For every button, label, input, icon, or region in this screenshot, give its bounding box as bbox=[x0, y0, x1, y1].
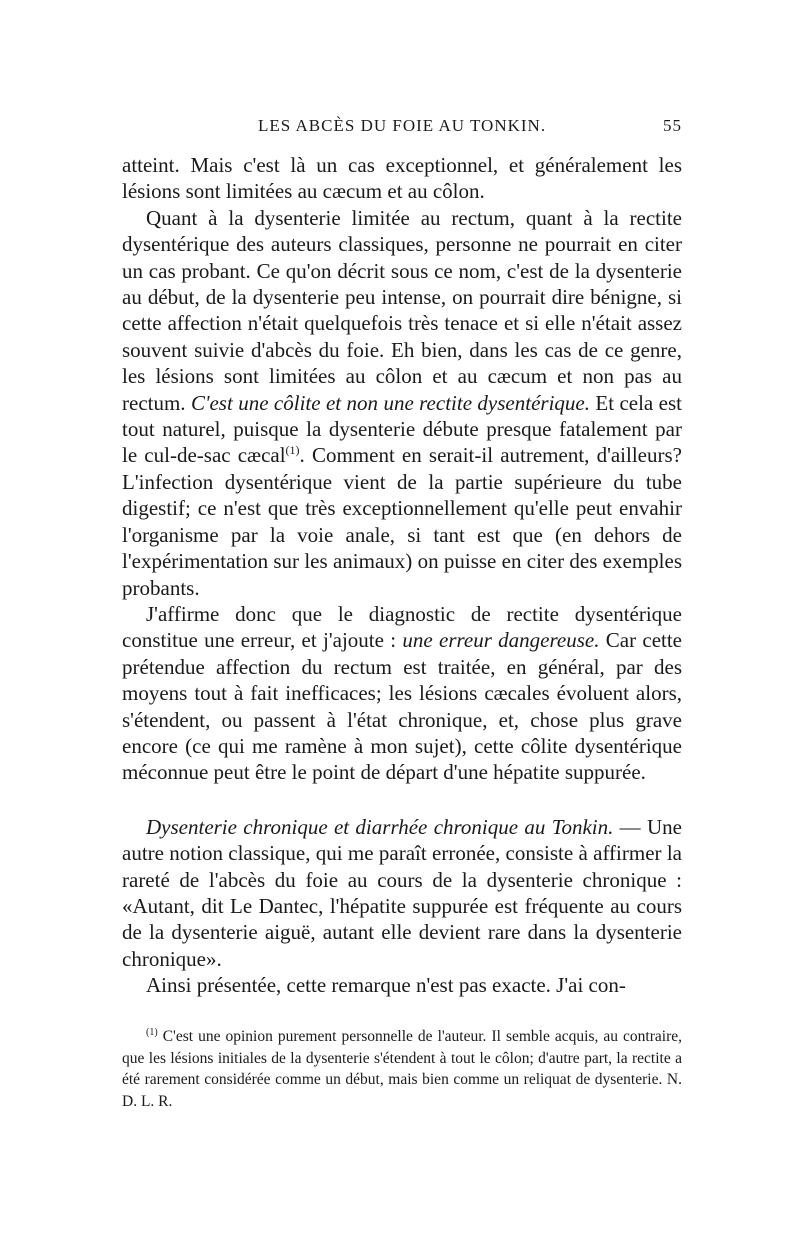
body-text bbox=[122, 152, 682, 999]
footnote-reference: (1) bbox=[285, 443, 300, 458]
footnote-text: C'est une opinion purement personnelle de l'auteur. Il semble acquis, au contraire, que les lésions initiales de la dysenterie s'étendent à tout le côlon; d'autre part, la rectite a été rarement considérée comme un début, mais bien comme un reliquat de dysenterie. N. D. L. R. bbox=[122, 1028, 682, 1110]
paragraph-3-text-b: Car cette prétendue affection du rectum est traitée, en général, par des moyens tout à fait inefficaces; les lésions cæcales évoluent alors, s'étendent, ou passent à l'état chronique, et, chose plus grave encore (ce qui me ramène à mon sujet), cette côlite dysentérique méconnue peut être le point de départ d'une hépatite suppurée. bbox=[122, 628, 682, 785]
paragraph-1 bbox=[122, 152, 682, 205]
paragraph-2 bbox=[122, 205, 682, 601]
paragraph-2-text-b: Et cela est tout naturel, puisque la dysenterie débute presque fatalement par le cul-de-sac cæcal bbox=[122, 390, 682, 468]
page-number: 55 bbox=[663, 116, 682, 135]
footnote-1 bbox=[122, 1026, 682, 1112]
paragraph-5-text: Ainsi présentée, cette remarque n'est pas exacte. J'ai con- bbox=[146, 973, 626, 998]
paragraph-3-emphasis: une erreur dangereuse. bbox=[402, 628, 600, 653]
page-header bbox=[122, 112, 682, 142]
paragraph-4 bbox=[122, 814, 682, 972]
footnotes bbox=[122, 1026, 682, 1112]
paragraph-2-text-c: . Comment en serait-il autrement, d'ailleurs? L'infection dysentérique vient de la partie supérieure du tube digestif; ce n'est que très exceptionnellement qu'elle peut envahir l'organisme par la voie anale, si tant est que (en dehors de l'expérimentation sur les animaux) on puisse en citer des exemples probants. bbox=[122, 443, 682, 600]
paragraph-5 bbox=[122, 972, 682, 998]
paragraph-2-emphasis: C'est une côlite et non une rectite dysentérique. bbox=[190, 390, 590, 415]
running-title: LES ABCÈS DU FOIE AU TONKIN. bbox=[258, 116, 547, 135]
section-heading: Dysenterie chronique et diarrhée chronique au Tonkin. bbox=[146, 814, 614, 839]
paragraph-1-text: atteint. Mais c'est là un cas exceptionnel, et généralement les lésions sont limitées au cæcum et au côlon. bbox=[122, 153, 682, 204]
footnote-number: (1) bbox=[146, 1026, 158, 1038]
paragraph-4-text: — Une autre notion classique, qui me paraît erronée, consiste à affirmer la rareté de l'abcès du foie au cours de la dysenterie chronique : «Autant, dit Le Dantec, l'hépatite suppurée est fréquente au cours de la dysenterie aiguë, autant elle devient rare dans la dysenterie chronique». bbox=[122, 814, 682, 971]
paragraph-3 bbox=[122, 601, 682, 786]
paragraph-3-text-a: J'affirme donc que le diagnostic de rectite dysentérique constitue une erreur, et j'ajoute : bbox=[122, 601, 682, 653]
paragraph-2-text-a: Quant à la dysenterie limitée au rectum, quant à la rectite dysentérique des auteurs classiques, personne ne pourrait en citer un cas probant. Ce qu'on décrit sous ce nom, c'est de la dysenterie au début, de la dysenterie peu intense, on pourrait dire bénigne, si cette affection n'était quelquefois très tenace et si elle n'était assez souvent suivie d'abcès du foie. Eh bien, dans les cas de ce genre, les lésions sont limitées au côlon et au cæcum et non pas au rectum. bbox=[122, 205, 682, 415]
